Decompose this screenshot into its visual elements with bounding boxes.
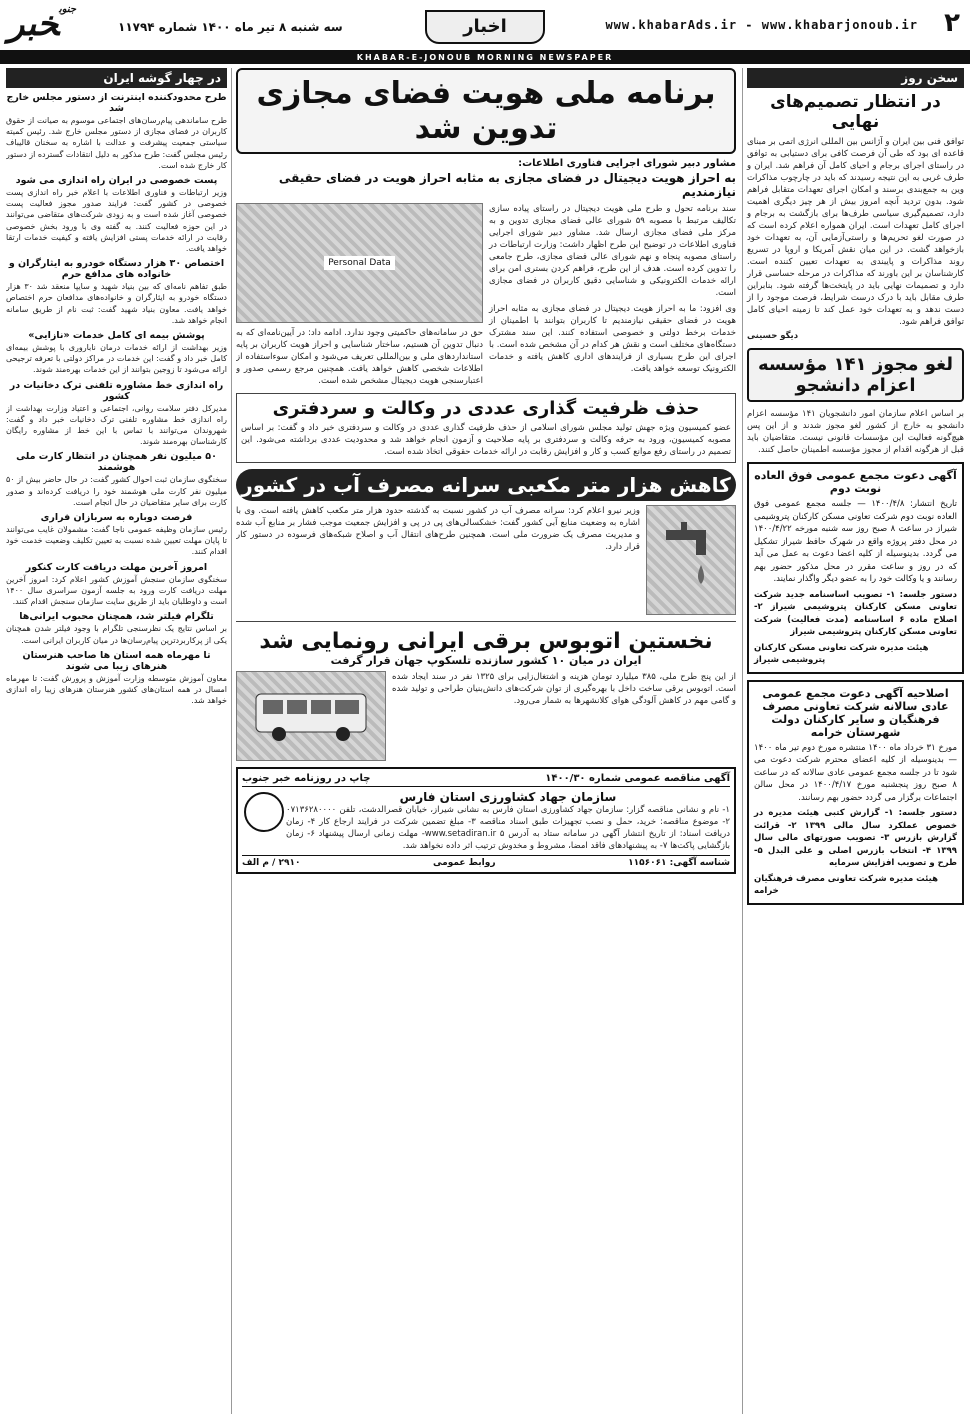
lead-headline: برنامه ملی هویت فضای مجازی تدوین شد bbox=[236, 68, 736, 154]
masthead bbox=[0, 0, 970, 52]
tender-footer bbox=[242, 855, 730, 868]
site-urls[interactable]: www.khabarAds.ir - www.khabarjonoub.ir bbox=[605, 18, 918, 32]
ad-agenda: دستور جلسه: ۱- گزارش کتبی هیئت مدیره در خصوص عملکرد سال مالی ۱۳۹۹ ۲- قرائت گزارش بازرس ۳- تصویب صورتهای مالی سال ۱۳۹۹ ۴- انتخاب بازرس اصلی و علی البدل ۵- طرح و تصویب افزایش سرمایه bbox=[754, 808, 958, 868]
lead-subheadline: به احراز هویت دیجیتال در فضای مجازی به مثابه احراز هویت در فضای حقیقی نیازمندیم bbox=[278, 171, 736, 199]
editorial-label: سخن روز bbox=[747, 68, 964, 88]
tender-code: ۲۹۱۰ / م الف bbox=[242, 858, 301, 868]
brief-body: معاون آموزش متوسطه وزارت آموزش و پرورش گفت: تا مهرماه امسال در همه استان‌های کشور هنرستان هنرهای زیبا راه اندازی خواهد شد. bbox=[6, 673, 227, 706]
logo-small: جنوب bbox=[58, 4, 77, 15]
ad-general-assembly bbox=[747, 462, 964, 674]
brief-body: مدیرکل دفتر سلامت روانی، اجتماعی و اعتیاد وزارت بهداشت از راه اندازی خط مشاوره تلفنی ترک دخانیات خبر داد و گفت: شهروندان می‌توانند با تماس با این خط از مشاوره رایگان کارشناسان بهره‌مند شوند. bbox=[6, 403, 227, 447]
tender-id: شناسه آگهی: ۱۱۵۶۰۶۱ bbox=[628, 858, 730, 868]
brief-body: بر اساس نتایج یک نظرسنجی تلگرام با وجود فیلتر شدن همچنان یکی از پرکاربردترین پیام‌رسان‌ها در میان کاربران ایرانی است. bbox=[6, 624, 227, 645]
brief-item bbox=[6, 330, 227, 376]
ad-agenda: دستور جلسه: ۱- تصویب اساسنامه جدید شرکت تعاونی مسکن کارکنان پتروشیمی شیراز ۲- اصلاح ماده ۶ اساسنامه (مدت فعالیت) شرکت تعاونی مسکن کارکنان پتروشیمی شیراز bbox=[754, 589, 958, 637]
editorial-headline: در انتظار تصمیم‌های نهایی bbox=[770, 92, 941, 132]
page-number: ۲ bbox=[944, 8, 960, 38]
ad-title: آگهی دعوت مجمع عمومی فوق العاده نوبت دوم bbox=[754, 469, 957, 495]
ad-body: تاریخ انتشار: ۱۴۰۰/۴/۸ — جلسه مجمع عمومی فوق العاده نوبت دوم شرکت تعاونی مسکن کارکنان پتروشیمی شیراز در ساعت ۸ صبح روز سه شنبه مورخه ۱۴۰۰/۴/۲۲ در محل دفتر پروژه واقع در شهرک حافظ شیراز تشکیل می گردد. بدینوسیله از کلیه اعضا دعوت به عمل می آید که در روز و ساعت مقرر در محل مذکور حضور بهم رسانند و یا وکالت خود را به عضو دیگر واگذار نمایند. bbox=[754, 499, 958, 584]
tender-organization: سازمان جهاد کشاورزی استان فارس bbox=[399, 790, 617, 804]
brief-item bbox=[6, 451, 227, 508]
bus-icon bbox=[251, 686, 371, 746]
masthead-strip: KHABAR-E-JONOUB MORNING NEWSPAPER bbox=[0, 52, 970, 64]
ad-signature: هیئت مدیره شرکت تعاونی مسکن کارکنان پتروشیمی شیراز bbox=[754, 642, 929, 665]
brief-title: تا مهرماه همه استان ها صاحب هنرستان هنرهای زیبا می شوند bbox=[22, 649, 211, 672]
middle-column bbox=[236, 68, 736, 1414]
tender-publication: چاپ در روزنامه خبر جنوب bbox=[242, 773, 371, 784]
brief-title: پوشش بیمه ای کامل خدمات «نازایی» bbox=[28, 330, 205, 342]
ad-body: مورخ ۳۱ خرداد ماه ۱۴۰۰ منتشره مورخ دوم تیر ماه ۱۴۰۰ — بدینوسیله از کلیه اعضای محترم شرکت دعوت می شود تا در جلسه مجمع عمومی عادی سالانه که در ساعت ۸ صبح روز پنجشنبه مورخ ۱۴۰۰/۴/۱۷ در محل سالن اجتماعات برگزار می گردد حضور بهم رسانند. bbox=[754, 742, 957, 803]
lead-body-a: سند برنامه تحول و طرح ملی هویت دیجیتال در راستای پیاده سازی تکالیف مرتبط با مصوبه ۵۹ شورای عالی فضای مجازی تدوین و به مرکز ملی فضای مجازی ارسال شد. مشاور دبیر شورای اجرایی فناوری اطلاعات در توضیح این طرح اظهار داشت: وزارت ارتباطات در راستای مصوبه پنجاه و نهم شورای عالی فضای مجازی، طرح جامعی را تدوین کرده است. هدف از این طرح، فراهم کردن بستری امن برای ارائه خدمات الکترونیکی و شناسایی دقیق کاربران در فضای مجازی است. bbox=[489, 204, 736, 298]
brief-title: فرصت دوباره به سربازان فراری bbox=[40, 512, 193, 524]
brief-title: ۵۰ میلیون نفر همچنان در انتظار کارت ملی هوشمند bbox=[16, 451, 217, 474]
tender-ad bbox=[236, 767, 736, 874]
brief-item bbox=[6, 175, 227, 254]
tender-body: ۱- نام و نشانی مناقصه گزار: سازمان جهاد کشاورزی استان فارس به نشانی شیراز، خیابان قصرالدشت، تلفن ۰۷۱۳۶۲۸۰۰۰۰ ۲- موضوع مناقصه: خرید، حمل و نصب تجهیزات طبق اسناد مناقصه ۳- مبلغ تضمین شرکت در فرایند ارجاع کار ۴- زمان دریافت اسناد: از تاریخ انتشار آگهی در سامانه ستاد به آدرس www.setadiran.ir ۵- مهلت زمانی ارسال پیشنهاد ۶- زمان بازگشایی پاکت‌ها ۷- به پیشنهادهای فاقد امضا، مشروط و مخدوش ترتیب اثر داده نخواهد شد. bbox=[286, 805, 730, 851]
brief-item bbox=[6, 380, 227, 448]
left-column-header: در چهار گوشه ایران bbox=[6, 68, 227, 88]
brief-item bbox=[6, 650, 227, 707]
story-title: حذف ظرفیت گذاری عددی در وکالت و سردفتری bbox=[272, 398, 700, 419]
left-column bbox=[6, 68, 232, 1414]
tender-dept: روابط عمومی bbox=[433, 858, 496, 868]
brief-body: طبق تفاهم نامه‌ای که بین بنیاد شهید و سایپا منعقد شد ۳۰ هزار دستگاه خودرو به ایثارگران و خانواده‌های مدافعان حرم اختصاص خواهد یافت. معاون بنیاد شهید گفت: ثبت نام از طریق سامانه انجام خواهد شد. bbox=[6, 282, 228, 325]
brief-body: سخنگوی سازمان ثبت احوال کشور گفت: در حال حاضر بیش از ۵۰ میلیون نفر کارت ملی هوشمند خود را دریافت کرده‌اند و صدور کارت برای سایر متقاضیان در حال انجام است. bbox=[6, 475, 227, 507]
lead-kicker: مشاور دبیر شورای اجرایی فناوری اطلاعات: bbox=[518, 158, 736, 169]
logo-text: خبر bbox=[8, 4, 59, 44]
brief-item bbox=[6, 258, 227, 326]
lead-story bbox=[236, 203, 736, 387]
brief-body: طرح ساماندهی پیام‌رسان‌های اجتماعی موسوم به صیانت از حقوق کاربران در فضای مجازی از دستور مجلس خارج شد. رئیس کمیته سیاستی جمعیت پیشرفت و عدالت با اشاره به سخنان قالیباف رئیس مجلس گفت: طرح مذکور به دلیل انتقادات گسترده از دستور کار خارج شده است. bbox=[6, 116, 227, 170]
story-body: عضو کمیسیون ویژه جهش تولید مجلس شورای اسلامی از حذف ظرفیت گذاری عددی در وکالت و سردفتری خبر داد و گفت: بر اساس مصوبه کمیسیون، ورود به حرفه وکالت و سردفتری بر پایه صلاحیت و آزمون انجام خواهد شد و محدودیت عددی برداشته می‌شود. این تصمیم در راستای رفع موانع کسب و کار و افزایش رقابت در ارائه خدمات حقوقی اتخاذ شده است. bbox=[241, 423, 731, 457]
news-banner: لغو مجوز ۱۴۱ مؤسسه اعزام دانشجو bbox=[747, 348, 964, 402]
bus-image bbox=[236, 671, 386, 761]
editorial-body: توافق فنی بین ایران و آژانس بین المللی انرژی اتمی بر مبنای قاعده ای بود که طی آن فرصت کافی برای دستیابی به توافق در راستای اجرای برجام و احیای کامل آن فراهم شد. ایران و طرف غربی به این نتیجه رسیدند که باید در چارچوب مذاکرات وین به جمع‌بندی برسند و امکان اجرای تعهدات متقابل فراهم شود. بدون تردید آنچه امروز بیش از هر چیز دیگری اهمیت دارد، تصمیم‌گیری سیاسی طرف‌ها برای بازگشت به برجام و اجرای کامل تعهدات است. ایران همواره اعلام کرده است که در صورت لغو تحریم‌ها و راستی‌آزمایی آن، به تعهدات خود بازخواهد گشت. در این میان نقش آمریکا و اروپا در تسریع روند مذاکرات و پایبندی به تعهدات تعیین کننده است. کارشناسان بر این باورند که مذاکرات در مرحله حساسی قرار دارد و تصمیمات نهایی باید در پایتخت‌ها گرفته شود. بنابراین طرف مقابل باید با درک درست شرایط، فرصت موجود را از دست ندهد و به تعهدات خود عمل کند تا زمینه احیای کامل توافق فراهم شود. bbox=[747, 137, 964, 327]
story-body: از این پنج طرح ملی، ۳۸۵ میلیارد تومان هزینه و اشتغال‌زایی برای ۱۳۲۵ نفر در سند ایجاد شده است. اتوبوس برقی ساخت داخل با بهره‌گیری از توان شرکت‌های دانش‌بنیان طراحی و تولید شده و گامی مهم در کاهش آلودگی هوای کلانشهرها به شمار می‌رود. bbox=[392, 672, 736, 706]
editorial-author: دیگو حسینی bbox=[747, 331, 799, 341]
brief-title: طرح محدودکننده اینترنت از دستور مجلس خارج شد bbox=[6, 92, 227, 114]
brief-title: تلگرام فیلتر شد، همچنان محبوب ایرانی‌ها bbox=[19, 611, 214, 623]
brief-item bbox=[6, 92, 227, 171]
story-subtitle: ایران در میان ۱۰ کشور سازنده تلسکوپ جهان قرار گرفت bbox=[330, 654, 642, 667]
story-water bbox=[236, 469, 736, 615]
story-body: وزیر نیرو اعلام کرد: سرانه مصرف آب در کشور نسبت به گذشته حدود هزار متر مکعب کاهش یافته است. وی با اشاره به وضعیت منابع آبی کشور گفت: خشکسالی‌های پی در پی و افزایش جمعیت موجب فشار بر منابع آب شده و مدیریت مصرف یک ضرورت ملی است. همچنین طرح‌های انتقال آب و اصلاح شبکه‌های فرسوده در دستور کار قرار دارد. bbox=[236, 506, 640, 552]
brief-title: امروز آخرین مهلت دریافت کارت کنکور bbox=[25, 561, 208, 573]
lead-body-c: حق در سامانه‌های حاکمیتی وجود ندارد. ادامه داد: در آیین‌نامه‌ای که به دنبال تدوین آن هستیم، ساختار شناسایی و احراز هویت کاربران بر پایه استانداردهای ملی و بین‌المللی تعریف می‌شود و امکان سوءاستفاده از اطلاعات شخصی کاهش خواهد یافت. همچنین مرجع رسمی صدور و اعتبارسنجی هویت دیجیتال مشخص شده است. bbox=[236, 328, 483, 386]
brief-item bbox=[6, 562, 227, 608]
ad-correction bbox=[747, 680, 964, 905]
story-bus bbox=[236, 621, 736, 761]
brief-body: وزیر بهداشت از ارائه خدمات درمان ناباروری با پوشش بیمه‌ای کامل خبر داد و گفت: این خدمات در مراکز دولتی با تعرفه ترجیحی ارائه می‌شود تا زوجین بتوانند از این خدمات بهره‌مند شوند. bbox=[6, 343, 227, 375]
banner-body: بر اساس اعلام سازمان امور دانشجویان ۱۴۱ مؤسسه اعزام دانشجو به خارج از کشور لغو مجوز شدند و از این پس هیچ‌گونه فعالیت این مؤسسات قانونی نیست. متقاضیان باید قبل از هرگونه اقدام از مجوز مؤسسه اطمینان حاصل کنند. bbox=[747, 409, 964, 455]
section-title: اخبار bbox=[425, 10, 545, 44]
brief-body: رئیس سازمان وظیفه عمومی ناجا گفت: مشمولان غایب می‌توانند تا پایان مهلت تعیین شده نسبت به تعیین تکلیف وضعیت خدمت خود اقدام کنند. bbox=[6, 525, 227, 557]
photo-caption: Personal Data bbox=[324, 256, 395, 270]
brief-title: پست خصوصی در ایران راه اندازی می شود bbox=[15, 175, 218, 187]
ad-signature: هیئت مدیره شرکت تعاونی مصرف فرهنگیان خرامه bbox=[754, 873, 939, 896]
story-title: کاهش هزار متر مکعبی سرانه مصرف آب در کشور bbox=[236, 469, 736, 501]
brief-item bbox=[6, 512, 227, 558]
right-column bbox=[742, 68, 964, 1414]
lead-photo bbox=[236, 203, 483, 323]
brief-title: اختصاص ۳۰ هزار دستگاه خودرو به ایثارگران و خانواده های مدافع حرم bbox=[8, 258, 225, 281]
story-title: نخستین اتوبوس برقی ایرانی رونمایی شد bbox=[259, 629, 713, 654]
tender-header bbox=[242, 773, 730, 787]
water-tap-image bbox=[646, 505, 736, 615]
tender-title: آگهی مناقصه عمومی شماره ۱۴۰۰/۳۰ bbox=[545, 773, 730, 784]
story-attorney bbox=[236, 393, 736, 463]
lead-body-b: وی افزود: ما به احراز هویت دیجیتال در فضای مجازی به مثابه احراز هویت در فضای حقیقی نیازمندیم تا کاربران بتوانند با اطمینان از خدمات برخط دولتی و خصوصی استفاده کنند. این سند مشترک دستگاه‌های مختلف است و نقش هر کدام در آن مشخص شده است. با اجرای این طرح بسیاری از فرایندهای اداری کاهش یافته و خدمات الکترونیک توسعه خواهد یافت. bbox=[489, 304, 736, 374]
ad-title: اصلاحیه آگهی دعوت مجمع عمومی عادی سالانه شرکت تعاونی مصرف فرهنگیان و سایر کارکنان دولت شهرستان خرامه bbox=[762, 686, 949, 739]
issue-date: سه شنبه ۸ تیر ماه ۱۴۰۰ شماره ۱۱۷۹۴ bbox=[118, 20, 343, 34]
brief-body: وزیر ارتباطات و فناوری اطلاعات با اعلام خبر راه اندازی پست خصوصی در کشور گفت: فرایند صدور مجوز فعالیت پست خصوصی آغاز شده است و به زودی شرکت‌های متقاضی می‌توانند در این حوزه فعالیت کنند. به گفته وی با ورود بخش خصوصی رقابت در ارائه خدمات پستی افزایش یافته و کیفیت خدمات ارتقا خواهد یافت. bbox=[6, 188, 227, 254]
brief-body: سخنگوی سازمان سنجش آموزش کشور اعلام کرد: امروز آخرین مهلت دریافت کارت ورود به جلسه آزمون سراسری سال ۱۴۰۰ است و داوطلبان باید از طریق سایت سازمان سنجش اقدام کنند. bbox=[6, 574, 227, 607]
newspaper-logo bbox=[8, 4, 76, 44]
brief-title: راه اندازی خط مشاوره تلفنی ترک دخانیات در کشور bbox=[9, 379, 224, 402]
organization-seal-icon bbox=[244, 792, 284, 832]
faucet-icon bbox=[661, 520, 721, 600]
brief-item bbox=[6, 611, 227, 645]
